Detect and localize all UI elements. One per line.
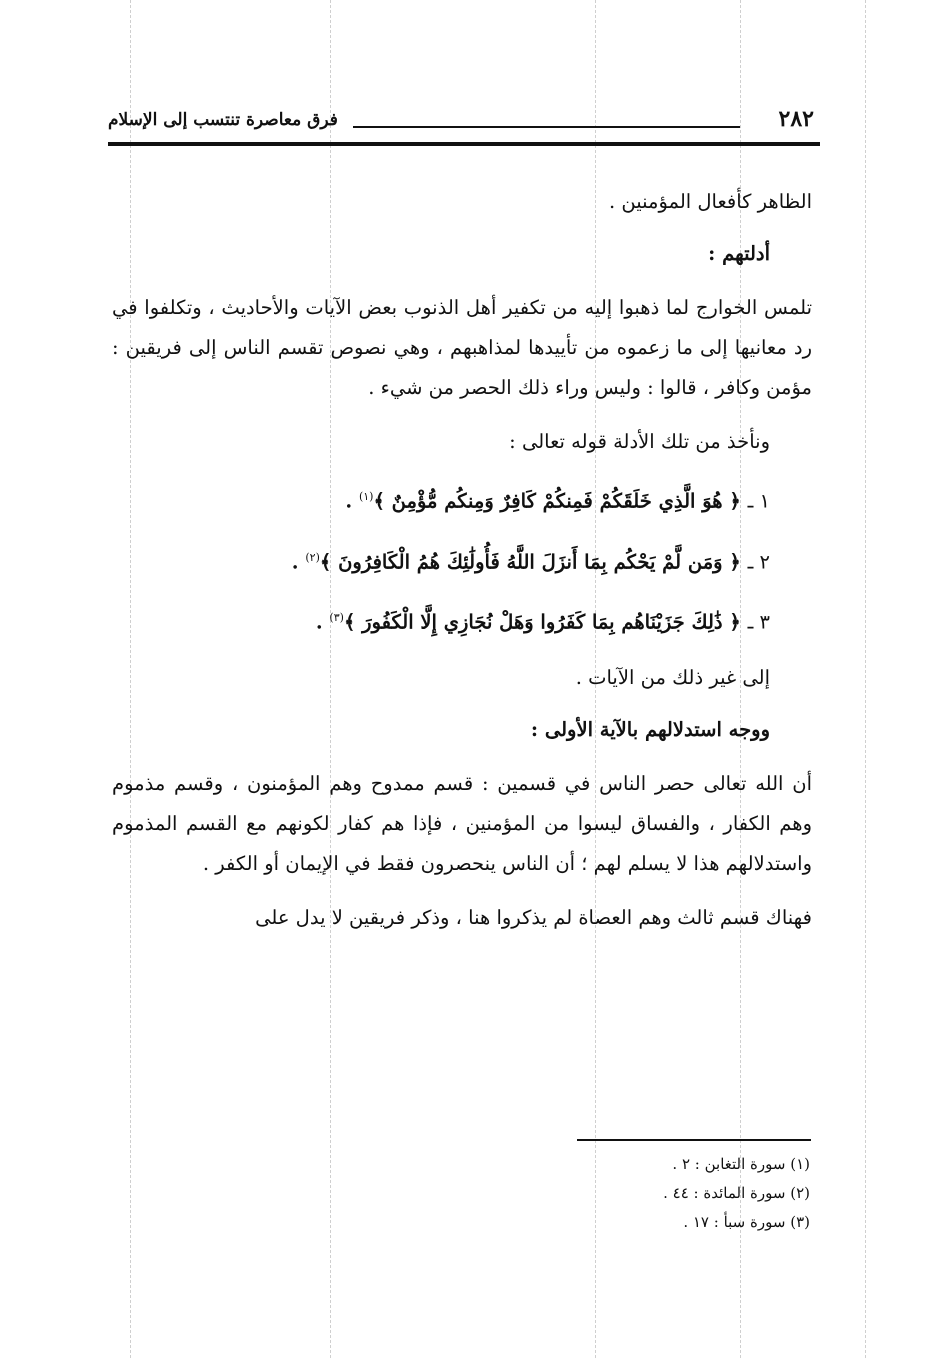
header-divider [108,142,820,146]
page-number: ٢٨٢ [778,106,814,132]
paragraph-third-category: فهناك قسم ثالث وهم العصاة لم يذكروا هنا ، وذكر فريقين لا يدل على [255,905,812,929]
verse-end: . [291,550,306,573]
verse-end: . [315,610,330,634]
verse-2 [112,537,812,584]
verse-text: ﴿ هُوَ الَّذِي خَلَقَكُمْ فَمِنكُمْ كَافِرٌ وَمِنكُم مُّؤْمِنٌ ﴾ [373,489,741,513]
section-heading-first-verse: ووجه استدلالهم بالآية الأولى : [530,717,770,741]
footnote-ref: (٢) [305,550,320,564]
verse-end: . [345,489,359,513]
page-body [112,182,812,938]
footnote-item: (٢) سورة المائدة : ٤٤ . [663,1184,810,1202]
running-title: فرق معاصرة تنتسب إلى الإسلام [108,110,338,130]
verse-number: ١ ـ [747,489,770,513]
verse-number: ٣ ـ [747,610,770,634]
paragraph-other-verses: إلى غير ذلك من الآيات . [575,665,770,689]
verse-text: ﴿ وَمَن لَّمْ يَحْكُم بِمَا أَنزَلَ اللَّهُ فَأُولَٰئِكَ هُمُ الْكَافِرُونَ ﴾ [319,550,741,573]
paragraph-argument: أن الله تعالى حصر الناس في قسمين : قسم ممدوح وهم المؤمنون ، وقسم مذموم وهم الكفار ، والفساق ليسوا من المؤمنين ، فإذا هم كفار لكونهم مع القسم المذموم واستدلالهم هذا لا يسلم لهم ؛ أن الناس ينحصرون فقط في الإيمان أو الكفر . [112,771,812,875]
paragraph-intro-verses: ونأخذ من تلك الأدلة قوله تعالى : [509,430,770,453]
verse-text: ﴿ ذَٰلِكَ جَزَيْنَاهُم بِمَا كَفَرُوا وَهَلْ نُجَازِي إِلَّا الْكَفُورَ ﴾ [343,610,741,634]
footnote-item: (١) سورة التغابن : ٢ . [672,1155,810,1173]
footnote-ref: (١) [358,490,374,503]
footnotes [560,1150,810,1237]
verse-1 [112,476,812,523]
verse-number: ٢ ـ [747,550,770,573]
page-header [108,104,820,144]
scan-artifact-line [865,0,866,1358]
verse-3 [112,597,812,644]
section-heading-evidence: أدلتهم : [708,242,770,265]
opening-line: الظاهر كأفعال المؤمنين . [609,190,812,213]
paragraph-evidence: تلمس الخوارج لما ذهبوا إليه من تكفير أهل الذنوب بعض الآيات والأحاديث ، وتكلفوا في رد معانيها إلى ما زعموه من تأييدها لمذاهبهم ، وهي نصوص تقسم الناس إلى فريقين : مؤمن وكافر ، قالوا : وليس وراء ذلك الحصر من شيء . [112,296,812,399]
header-rule [353,126,740,128]
footnote-ref: (٣) [329,611,344,624]
footnote-divider [577,1139,811,1141]
footnote-item: (٣) سورة سبأ : ١٧ . [683,1213,810,1231]
